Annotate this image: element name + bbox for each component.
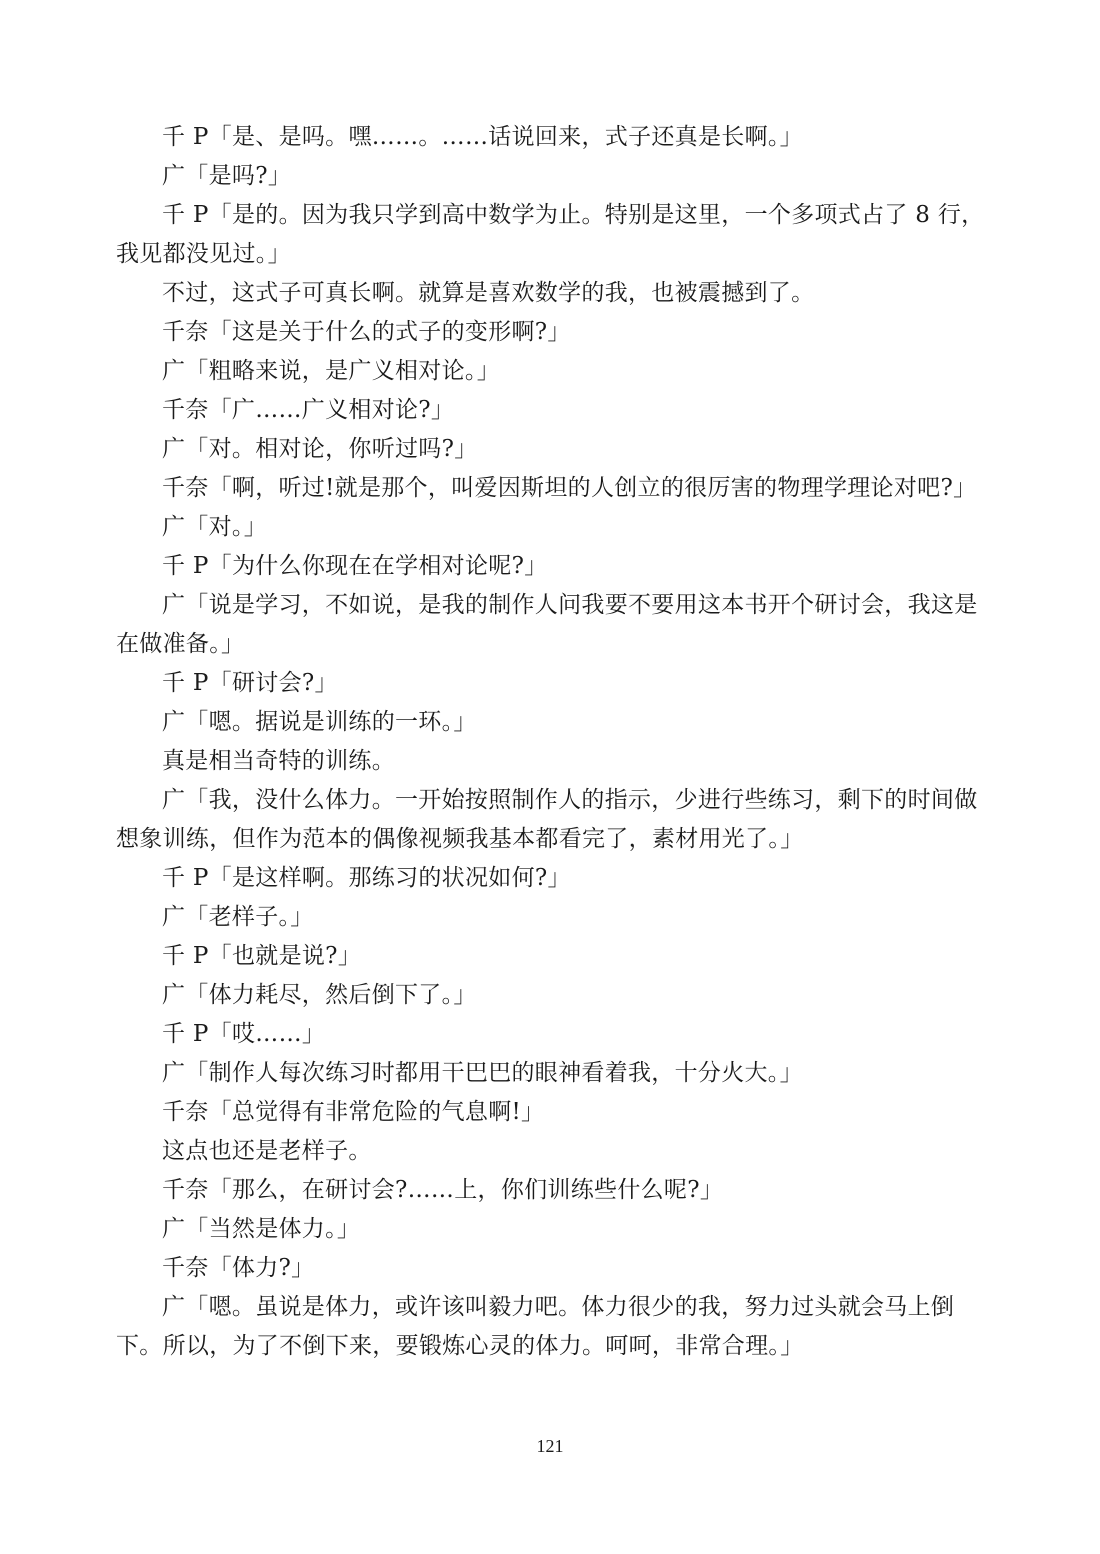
paragraph: 千奈「体力?」 bbox=[162, 1255, 315, 1281]
body-text bbox=[116, 118, 990, 1366]
paragraph: 千 P「研讨会?」 bbox=[162, 670, 338, 696]
paragraph: 广「对。相对论，你听过吗?」 bbox=[162, 436, 478, 462]
paragraph: 千 P「哎……」 bbox=[162, 1021, 326, 1047]
paragraph: 千 P「是的。因为我只学到高中数学为止。特别是这里，一个多项式占了 8 行，我见都没见过。」 bbox=[116, 202, 985, 267]
paragraph: 广「制作人每次练习时都用干巴巴的眼神看着我，十分火大。」 bbox=[162, 1060, 803, 1086]
paragraph: 千奈「总觉得有非常危险的气息啊!」 bbox=[162, 1099, 545, 1125]
paragraph: 这点也还是老样子。 bbox=[162, 1138, 372, 1164]
paragraph: 广「我，没什么体力。一开始按照制作人的指示，少进行些练习，剩下的时间做想象训练，但作为范本的偶像视频我基本都看完了，素材用光了。」 bbox=[116, 787, 978, 852]
paragraph: 千 P「也就是说?」 bbox=[162, 943, 362, 969]
paragraph: 广「老样子。」 bbox=[162, 904, 314, 930]
paragraph: 广「嗯。据说是训练的一环。」 bbox=[162, 709, 477, 735]
paragraph: 千奈「广……广义相对论?」 bbox=[162, 397, 455, 423]
paragraph: 广「粗略来说，是广义相对论。」 bbox=[162, 358, 500, 384]
paragraph: 千奈「这是关于什么的式子的变形啊?」 bbox=[162, 319, 571, 345]
paragraph: 千 P「是、是吗。嘿……。……话说回来，式子还真是长啊。」 bbox=[162, 124, 803, 150]
page-number: 121 bbox=[536, 1436, 564, 1456]
paragraph: 广「嗯。虽说是体力，或许该叫毅力吧。体力很少的我，努力过头就会马上倒下。所以，为了不倒下来，要锻炼心灵的体力。呵呵，非常合理。」 bbox=[116, 1294, 955, 1359]
paragraph: 广「对。」 bbox=[162, 514, 267, 540]
paragraph: 不过，这式子可真长啊。就算是喜欢数学的我，也被震撼到了。 bbox=[162, 280, 815, 306]
paragraph: 广「当然是体力。」 bbox=[162, 1216, 361, 1242]
paragraph: 千 P「为什么你现在在学相对论呢?」 bbox=[162, 553, 548, 579]
paragraph: 千奈「啊，听过!就是那个，叫爱因斯坦的人创立的很厉害的物理学理论对吧?」 bbox=[162, 475, 977, 501]
paragraph: 真是相当奇特的训练。 bbox=[162, 748, 395, 774]
paragraph: 广「体力耗尽，然后倒下了。」 bbox=[162, 982, 477, 1008]
paragraph: 千奈「那么，在研讨会?……上，你们训练些什么呢?」 bbox=[162, 1177, 724, 1203]
paragraph: 千 P「是这样啊。那练习的状况如何?」 bbox=[162, 865, 571, 891]
paragraph: 广「说是学习，不如说，是我的制作人问我要不要用这本书开个研讨会，我这是在做准备。」 bbox=[116, 592, 978, 657]
paragraph: 广「是吗?」 bbox=[162, 163, 292, 189]
